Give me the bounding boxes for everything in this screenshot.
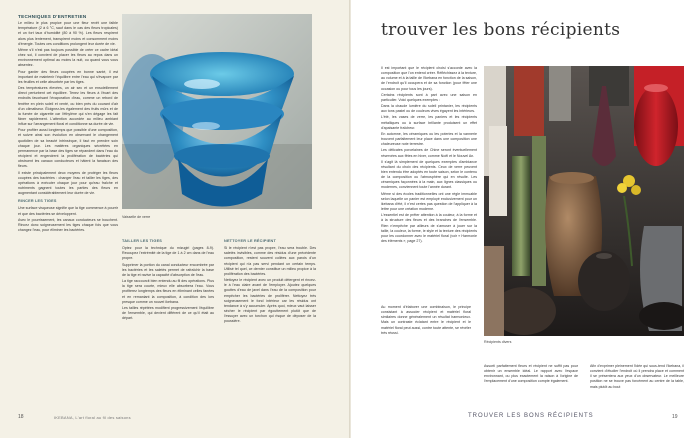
paragraph: Assorti parfaitement fleurs et récipient ne suffit pas pour obtenir un ensemble idéal. Le rapport avec l'espace environnant, ou plus exactement la raison à l'origine de l'emplacement d'une composition compte également. (484, 364, 578, 384)
subhead-trim-stems: TAILLER LES TIGES (122, 239, 163, 243)
paragraph: L'essentiel est de prêter attention à la couleur, à la forme et à la structure des fleurs et des branches de l'ensemble. Rien n'empêche par ailleurs de s'amuser à jouer sur la taille, la couleur, la forme, le style et la texture des récipients pour les coordonner avec le matériel floral (voir « Harmonie des éléments », page 27). (381, 213, 477, 243)
section-title: TECHNIQUES D'ENTRETIEN (18, 14, 87, 19)
photo-caption: Récipients divers (484, 340, 512, 344)
chapter-title: trouver les bons récipients (381, 20, 621, 40)
paragraph: Afin d'exprimer pleinement l'idée qui sous-tend l'ikebana, il convient d'étudier l'endroit où il prendra place et comment il se présentera aux yeux d'un observateur. Le meilleure position ne se trouve pas forcément au centre de la table, mais plutôt au bout (590, 364, 684, 389)
page-number-right: 19 (672, 414, 678, 420)
paragraph: Nettoyez le récipient avec un produit détergent et rincez-le à l'eau claire avant de l'employer. Ajoutez quelques gouttes d'eau de javel dans l'eau de la composition pour empêcher les bactéries de proliférer. Nettoyez très soigneusement le fond intérieur car les résidus ont tendance à s'y accumuler. Après quoi, mieux vaut laisser sécher le récipient par égouttement plutôt que de l'essuyer avec un torchon qui risque de déposer de la poussière. (224, 278, 316, 324)
right-column-2 (381, 305, 471, 337)
vessels-illustration (484, 66, 684, 336)
paragraph: Une surface visqueuse signifie que la tige commence à pourrir et que des bactéries se développent. (18, 206, 118, 216)
paragraph: Si le récipient n'est pas propre, l'eau sera trouble. Des saletés invisibles, comme des résidus d'une précédente composition, restent souvent collées aux parois d'un récipient qui n'a pas servi pendant un certain temps. Utilisé tel quel, ce dernier constitue un milieu propice à la prolifération des bactéries. (224, 246, 316, 276)
paragraph: Des températures élevées, un air sec et un ensoleillement direct perturbent cet équilibre. Tenez les fleurs à l'écart des endroits favorisant l'évaporation d'eau, comme un rebord de fenêtre en plein soleil et venté, ou bien près du courant d'air d'un climatiseur. Éloignez-les également des fruits mûrs et de la fumée de cigarette car l'éthylène qui s'en dégage les fait fâner rapidement. L'attention accordée au milieu ambiant influe sur l'arrangement floral et conditionne sa durée de vie. (18, 86, 118, 127)
paragraph: Pour profiter aussi longtemps que possible d'une composition, et suivre ainsi son évolution en observant le changement quotidien de sa beauté intrinsèque, il faut en prendre soin chaque jour. Les matières organiques sécrétées en permanence par la base des tiges se répandent dans l'eau du récipient et engendrent la prolifération de bactéries qui obstruent les canaux conducteurs et hâtent la fanaison des fleurs. (18, 128, 118, 169)
vessels-photo (484, 66, 684, 336)
paragraph: Pour garder des fleurs coupées en bonne santé, il est important de maintenir l'équilibre entre l'eau qui s'évapore par les feuilles et celle absorbée par les tiges. (18, 69, 118, 84)
paragraph: Même s'il n'est pas toujours possible de créer ce cadre idéal chez soi, il convient de placer les fleurs au repos dans un environnement optimal au moins la nuit, ou quand vous vous absentez. (18, 47, 118, 68)
paragraph: Le milieu le plus propice pour une fleur revêt une faible température (2 à 6 °C, sauf dans le cas des fleurs tropicales) et un fort taux d'humidité (80 à 90 %). Les fleurs respirent alors plus lentement, transpirent moins et consomment moins d'énergie. Toutes ces conditions prolongent leur durée de vie. (18, 21, 118, 46)
right-column-4 (590, 364, 684, 391)
paragraph: Certains récipients sont à part avec une saison en particulier. Voici quelques exemples : (381, 92, 477, 102)
left-column-3 (224, 236, 316, 326)
paragraph: Optez pour la technique du mizugiri (pages 8-9). Recoupez l'extrémité de la tige de 1 à 2 cm dans de l'eau propre. (122, 246, 214, 261)
paragraph: Il existe principalement deux moyens de protéger les fleurs coupées des bactéries : changer l'eau et tailler les tiges, des opérations à exécuter chaque jour pour qu'eau fraîche et nutriments gagnent toutes les parties des fleurs en augmentant considérablement leur durée de vie. (18, 170, 118, 196)
running-head-right: TROUVER LES BONS RÉCIPIENTS (468, 413, 594, 419)
paragraph: Il s'agit là simplement de quelques exemples d'ambiance résultant du choix des récipients. Ceux de verre peuvent bien entendu être adoptés en toute saison, selon le contenu de la composition ou l'atmosphère qui en résulte. Les céramiques façonnées à la main, aux lignes classiques ou modernes, conviennent toute l'année durant. (381, 159, 477, 190)
paragraph: Dans la chaude lumière du soleil printanier, les récipients aux tons pastel ou de couleurs vives égayent les intérieurs. (381, 104, 477, 114)
paragraph: Il est important que le récipient choisi s'accorde avec la composition que l'on entend créer. Réfléchissez à la texture, au volume et à la taille de l'ikebana en fonction de la saison, de l'endroit qu'il occupera et de sa fonction (pour fêter une occasion ou pour tous les jours). (381, 66, 477, 91)
paragraph: Les délicates porcelaines de Chine seront éventuellement réservées aux fêtes en hiver, comme Noël et le Nouvel An. (381, 148, 477, 158)
subhead-rinse-stems: RINCER LES TIGES (18, 199, 57, 204)
paragraph: Au moment d'élaborer une combinaison, le principe consistant à associer récipient et matériel floral similaires donne généralement un résultat harmonieux. Mais un contraste éclatant entre le récipient et le matériel floral peut aussi, contre toute attente, se révéler très réussi. (381, 305, 471, 335)
glass-dishes-photo (122, 14, 312, 209)
photo-caption: Vaisselle de verre (122, 215, 151, 219)
glass-dishes-illustration (122, 14, 312, 209)
paragraph: Supprimer la portion du canal conducteur encombrée par les bactéries et les saletés permet de rafraîchir la base de la tige et ravive la capacité d'absorption de l'eau. (122, 262, 214, 277)
right-column-3 (484, 364, 578, 386)
right-column-1 (381, 66, 477, 245)
left-column-1 (18, 14, 118, 234)
paragraph: Avec le pourrissement, les canaux conducteurs se bouchent. Rincez donc soigneusement les tiges chaque fois que vous changez l'eau, pour éliminer les bactéries. (18, 217, 118, 233)
subhead-clean-container: NETTOYER LE RÉCIPIENT (224, 239, 277, 243)
paragraph: En automne, les céramiques ou les poteries et la vannerie trouvent parfaitement leur place dans une composition une chaleureuse note terrestre. (381, 131, 477, 147)
page-number-left: 18 (18, 414, 24, 420)
running-head-left: IKEBANA, L'art floral au fil des saisons (54, 415, 131, 420)
book-gutter (349, 0, 351, 438)
paragraph: L'été, les vases de verre, les paniers et les récipients métalliques ou à surface brillante produisent un effet d'apaisante fraîcheur. (381, 115, 477, 130)
paragraph: Les tailles répétées modifient progressivement l'équilibre de l'ensemble, qui devient différent de ce qu'il était au départ. (122, 305, 214, 321)
paragraph: La tige raccourcit bien entendu au fil des opérations. Plus la tige sera courte, mieux elle absorbera l'eau. Vous profiterez longtemps des fleurs en éliminant celles fanées et en remaniant la composition, à condition des lors presque comme un nouvel ikebana. (122, 279, 214, 304)
paragraph: Même si des écoles traditionnelles ont une règle immuable selon laquelle un panier est employé exclusivement pour un ikebana d'été, il n'est certes pas question de l'appliquer à la lettre pour une création moderne. (381, 191, 477, 212)
left-column-2 (122, 236, 214, 322)
